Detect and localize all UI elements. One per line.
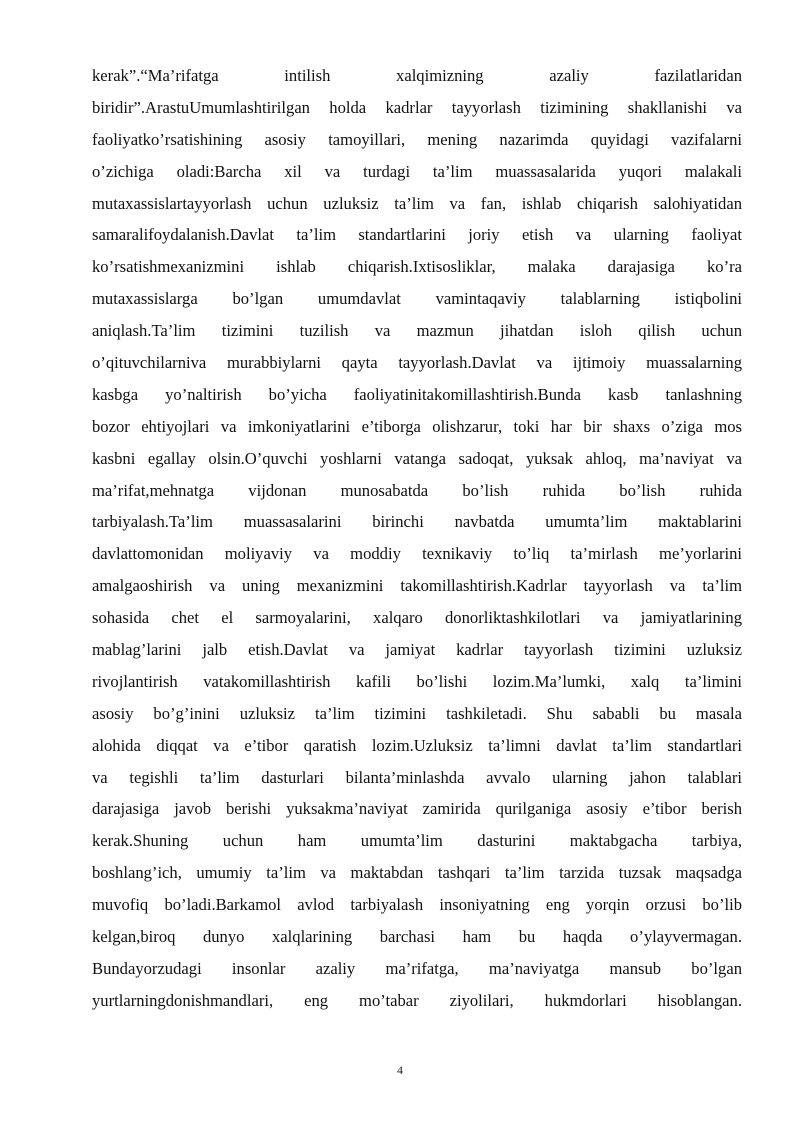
text-line: samaralifoydalanish.Davlat ta’lim standartlarini joriy etish va ularning faoliyat [92, 225, 742, 245]
text-line: kelgan,biroq dunyo xalqlarining barchasi ham bu haqda o’ylayvermagan. [92, 927, 742, 947]
text-line: yurtlarningdonishmandlari, eng mo’tabar ziyolilari, hukmdorlari hisoblangan. [92, 990, 742, 1010]
text-line: mablag’larini jalb etish.Davlat va jamiyat kadrlar tayyorlash tizimini uzluksiz [92, 640, 742, 660]
text-line: aniqlash.Ta’lim tizimini tuzilish va mazmun jihatdan isloh qilish uchun [92, 321, 742, 341]
text-line: ko’rsatishmexanizmini ishlab chiqarish.Ixtisosliklar, malaka darajasiga ko’ra [92, 257, 742, 277]
text-line: asosiy bo’g’inini uzluksiz ta’lim tizimini tashkiletadi. Shu sababli bu masala [92, 703, 742, 723]
text-line: Bundayorzudagi insonlar azaliy ma’rifatga, ma’naviyatga mansub bo’lgan [92, 958, 742, 978]
text-line: muvofiq bo’ladi.Barkamol avlod tarbiyalash insoniyatning eng yorqin orzusi bo’lib [92, 895, 742, 915]
text-line: davlattomonidan moliyaviy va moddiy texnikaviy to’liq ta’mirlash me’yorlarini [92, 544, 742, 564]
text-line: darajasiga javob berishi yuksakma’naviyat zamirida qurilganiga asosiy e’tibor berish [92, 799, 742, 819]
text-line: sohasida chet el sarmoyalarini, xalqaro donorliktashkilotlari va jamiyatlarining [92, 608, 742, 628]
text-line: mutaxassislartayyorlash uchun uzluksiz ta’lim va fan, ishlab chiqarish salohiyatidan [92, 193, 742, 213]
text-line: boshlang’ich, umumiy ta’lim va maktabdan tashqari ta’lim tarzida tuzsak maqsadga [92, 863, 742, 883]
text-line: tarbiyalash.Ta’lim muassasalarini birinchi navbatda umumta’lim maktablarini [92, 512, 742, 532]
body-text [92, 60, 742, 1017]
text-line: bozor ehtiyojlari va imkoniyatlarini e’tiborga olishzarur, toki har bir shaxs o’ziga mos [92, 416, 742, 436]
text-line: ma’rifat,mehnatga vijdonan munosabatda bo’lish ruhida bo’lish ruhida [92, 480, 742, 500]
page-number: 4 [397, 1063, 403, 1077]
text-line: o’qituvchilarniva murabbiylarni qayta tayyorlash.Davlat va ijtimoiy muassalarning [92, 353, 742, 373]
text-line: rivojlantirish vatakomillashtirish kafili bo’lishi lozim.Ma’lumki, xalq ta’limini [92, 671, 742, 691]
text-line: kerak.Shuning uchun ham umumta’lim dasturini maktabgacha tarbiya, [92, 831, 742, 851]
text-line: faoliyatko’rsatishining asosiy tamoyillari, mening nazarimda quyidagi vazifalarni [92, 129, 742, 149]
text-line: va tegishli ta’lim dasturlari bilanta’minlashda avvalo ularning jahon talablari [92, 767, 742, 787]
text-line: kasbga yo’naltirish bo’yicha faoliyatinitakomillashtirish.Bunda kasb tanlashning [92, 384, 742, 404]
text-line: amalgaoshirish va uning mexanizmini takomillashtirish.Kadrlar tayyorlash va ta’lim [92, 576, 742, 596]
text-line: biridir”.ArastuUmumlashtirilgan holda kadrlar tayyorlash tizimining shakllanishi va [92, 97, 742, 117]
text-line: mutaxassislarga bo’lgan umumdavlat vamintaqaviy talablarning istiqbolini [92, 289, 742, 309]
text-line: kasbni egallay olsin.O’quvchi yoshlarni vatanga sadoqat, yuksak ahloq, ma’naviyat va [92, 448, 742, 468]
text-line: o’zichiga oladi:Barcha xil va turdagi ta’lim muassasalarida yuqori malakali [92, 161, 742, 181]
text-line: alohida diqqat va e’tibor qaratish lozim.Uzluksiz ta’limni davlat ta’lim standartlari [92, 735, 742, 755]
text-line: kerak”.“Ma’rifatga intilish xalqimizning azaliy fazilatlaridan [92, 66, 742, 85]
